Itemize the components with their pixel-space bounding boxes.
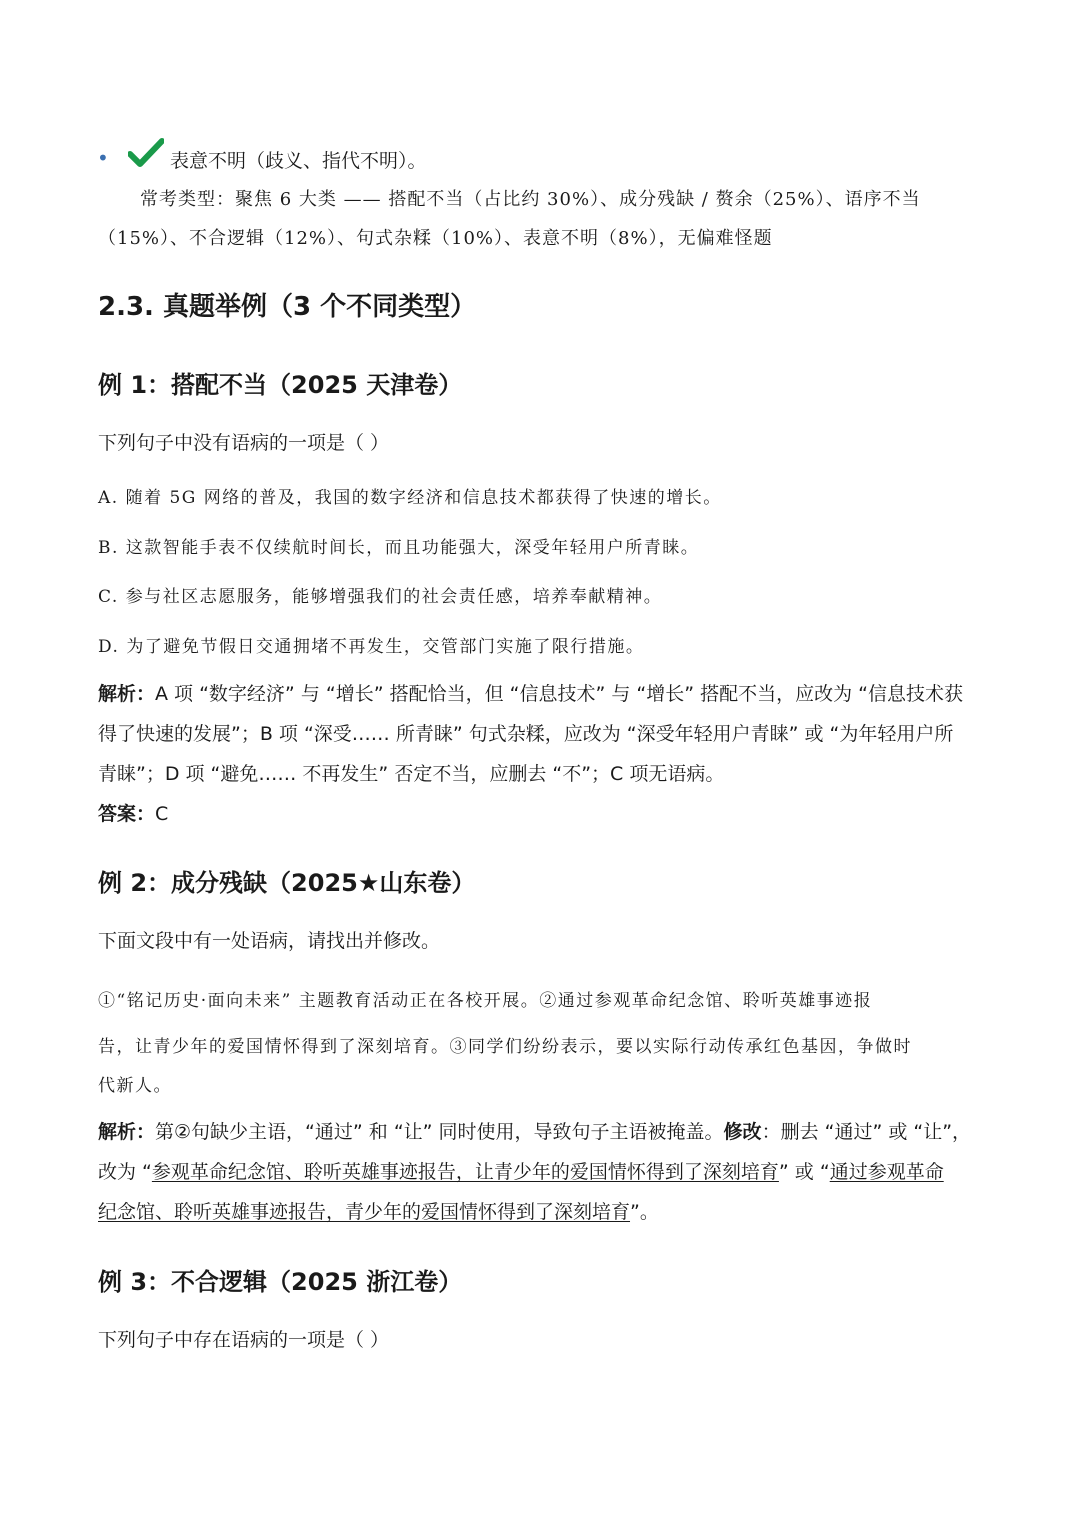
passage-line-1: ①“铭记历史·面向未来” 主题教育活动正在各校开展。②通过参观革命纪念馆、聆听英雄事迹报 — [98, 991, 873, 1011]
answer-value: C — [155, 803, 169, 825]
analysis-label: 解析： — [98, 1121, 156, 1143]
summary-line-1: 常考类型：聚焦 6 大类 —— 搭配不当（占比约 30%）、成分残缺 / 赘余（25%）、语序不当 — [140, 189, 921, 210]
example1-heading: 例 1：搭配不当（2025 天津卷） — [98, 371, 463, 399]
example1-answer — [98, 799, 168, 826]
example2-analysis-line-2 — [98, 1157, 944, 1184]
example1-analysis-line-2: 得了快速的发展”；B 项 “深受…… 所青睐” 句式杂糅，应改为 “深受年轻用户青睐” 或 “为年轻用户所 — [98, 723, 954, 745]
example1-question: 下列句子中没有语病的一项是（ ） — [98, 432, 390, 454]
answer-label: 答案： — [98, 803, 156, 825]
fix-option-2-part-2: 纪念馆、聆听英雄事迹报告，青少年的爱国情怀得到了深刻培育 — [98, 1201, 631, 1223]
analysis-text: A 项 “数字经济” 与 “增长” 搭配恰当，但 “信息技术” 与 “增长” 搭配不当，应改为 “信息技术获 — [155, 683, 964, 705]
example1-analysis-line-1 — [98, 679, 963, 706]
analysis-label: 解析： — [98, 683, 156, 705]
example3-question: 下列句子中存在语病的一项是（ ） — [98, 1329, 390, 1351]
passage-line-2: 告，让青少年的爱国情怀得到了深刻培育。③同学们纷纷表示，要以实际行动传承红色基因，争做时 — [98, 1037, 912, 1057]
example2-question: 下面文段中有一处语病，请找出并修改。 — [98, 930, 441, 952]
checkmark-icon — [128, 138, 164, 168]
section-heading: 2.3. 真题举例（3 个不同类型） — [98, 292, 477, 322]
example2-heading: 例 2：成分残缺（2025★山东卷） — [98, 869, 476, 897]
fix-separator: ” 或 “ — [778, 1161, 830, 1183]
option-a: A. 随着 5G 网络的普及，我国的数字经济和信息技术都获得了快速的增长。 — [98, 488, 722, 508]
example2-analysis-line-1 — [98, 1117, 971, 1144]
option-c: C. 参与社区志愿服务，能够增强我们的社会责任感，培养奉献精神。 — [98, 587, 663, 607]
modify-text: ：删去 “通过” 或 “让”， — [761, 1121, 972, 1143]
bullet-text: 表意不明（歧义、指代不明）。 — [170, 150, 427, 172]
example3-heading: 例 3：不合逻辑（2025 浙江卷） — [98, 1268, 463, 1296]
example2-analysis-line-3 — [98, 1197, 659, 1224]
fix-option-1: 参观革命纪念馆、聆听英雄事迹报告，让青少年的爱国情怀得到了深刻培育 — [151, 1161, 779, 1183]
fix-prefix: 改为 “ — [98, 1161, 152, 1183]
modify-label: 修改 — [723, 1121, 762, 1143]
option-d: D. 为了避免节假日交通拥堵不再发生，交管部门实施了限行措施。 — [98, 637, 645, 657]
analysis-text: 第②句缺少主语，“通过” 和 “让” 同时使用，导致句子主语被掩盖。 — [155, 1121, 724, 1143]
passage-line-3: 代新人。 — [98, 1076, 172, 1096]
fix-option-2-part-1: 通过参观革命 — [829, 1161, 944, 1183]
bullet-dot: • — [97, 146, 109, 170]
summary-line-2: （15%）、不合逻辑（12%）、句式杂糅（10%）、表意不明（8%），无偏难怪题 — [98, 228, 773, 249]
example1-analysis-line-3: 青睐”；D 项 “避免…… 不再发生” 否定不当，应删去 “不”；C 项无语病。 — [98, 763, 725, 785]
option-b: B. 这款智能手表不仅续航时间长，而且功能强大，深受年轻用户所青睐。 — [98, 538, 700, 558]
fix-suffix: ”。 — [630, 1201, 659, 1223]
